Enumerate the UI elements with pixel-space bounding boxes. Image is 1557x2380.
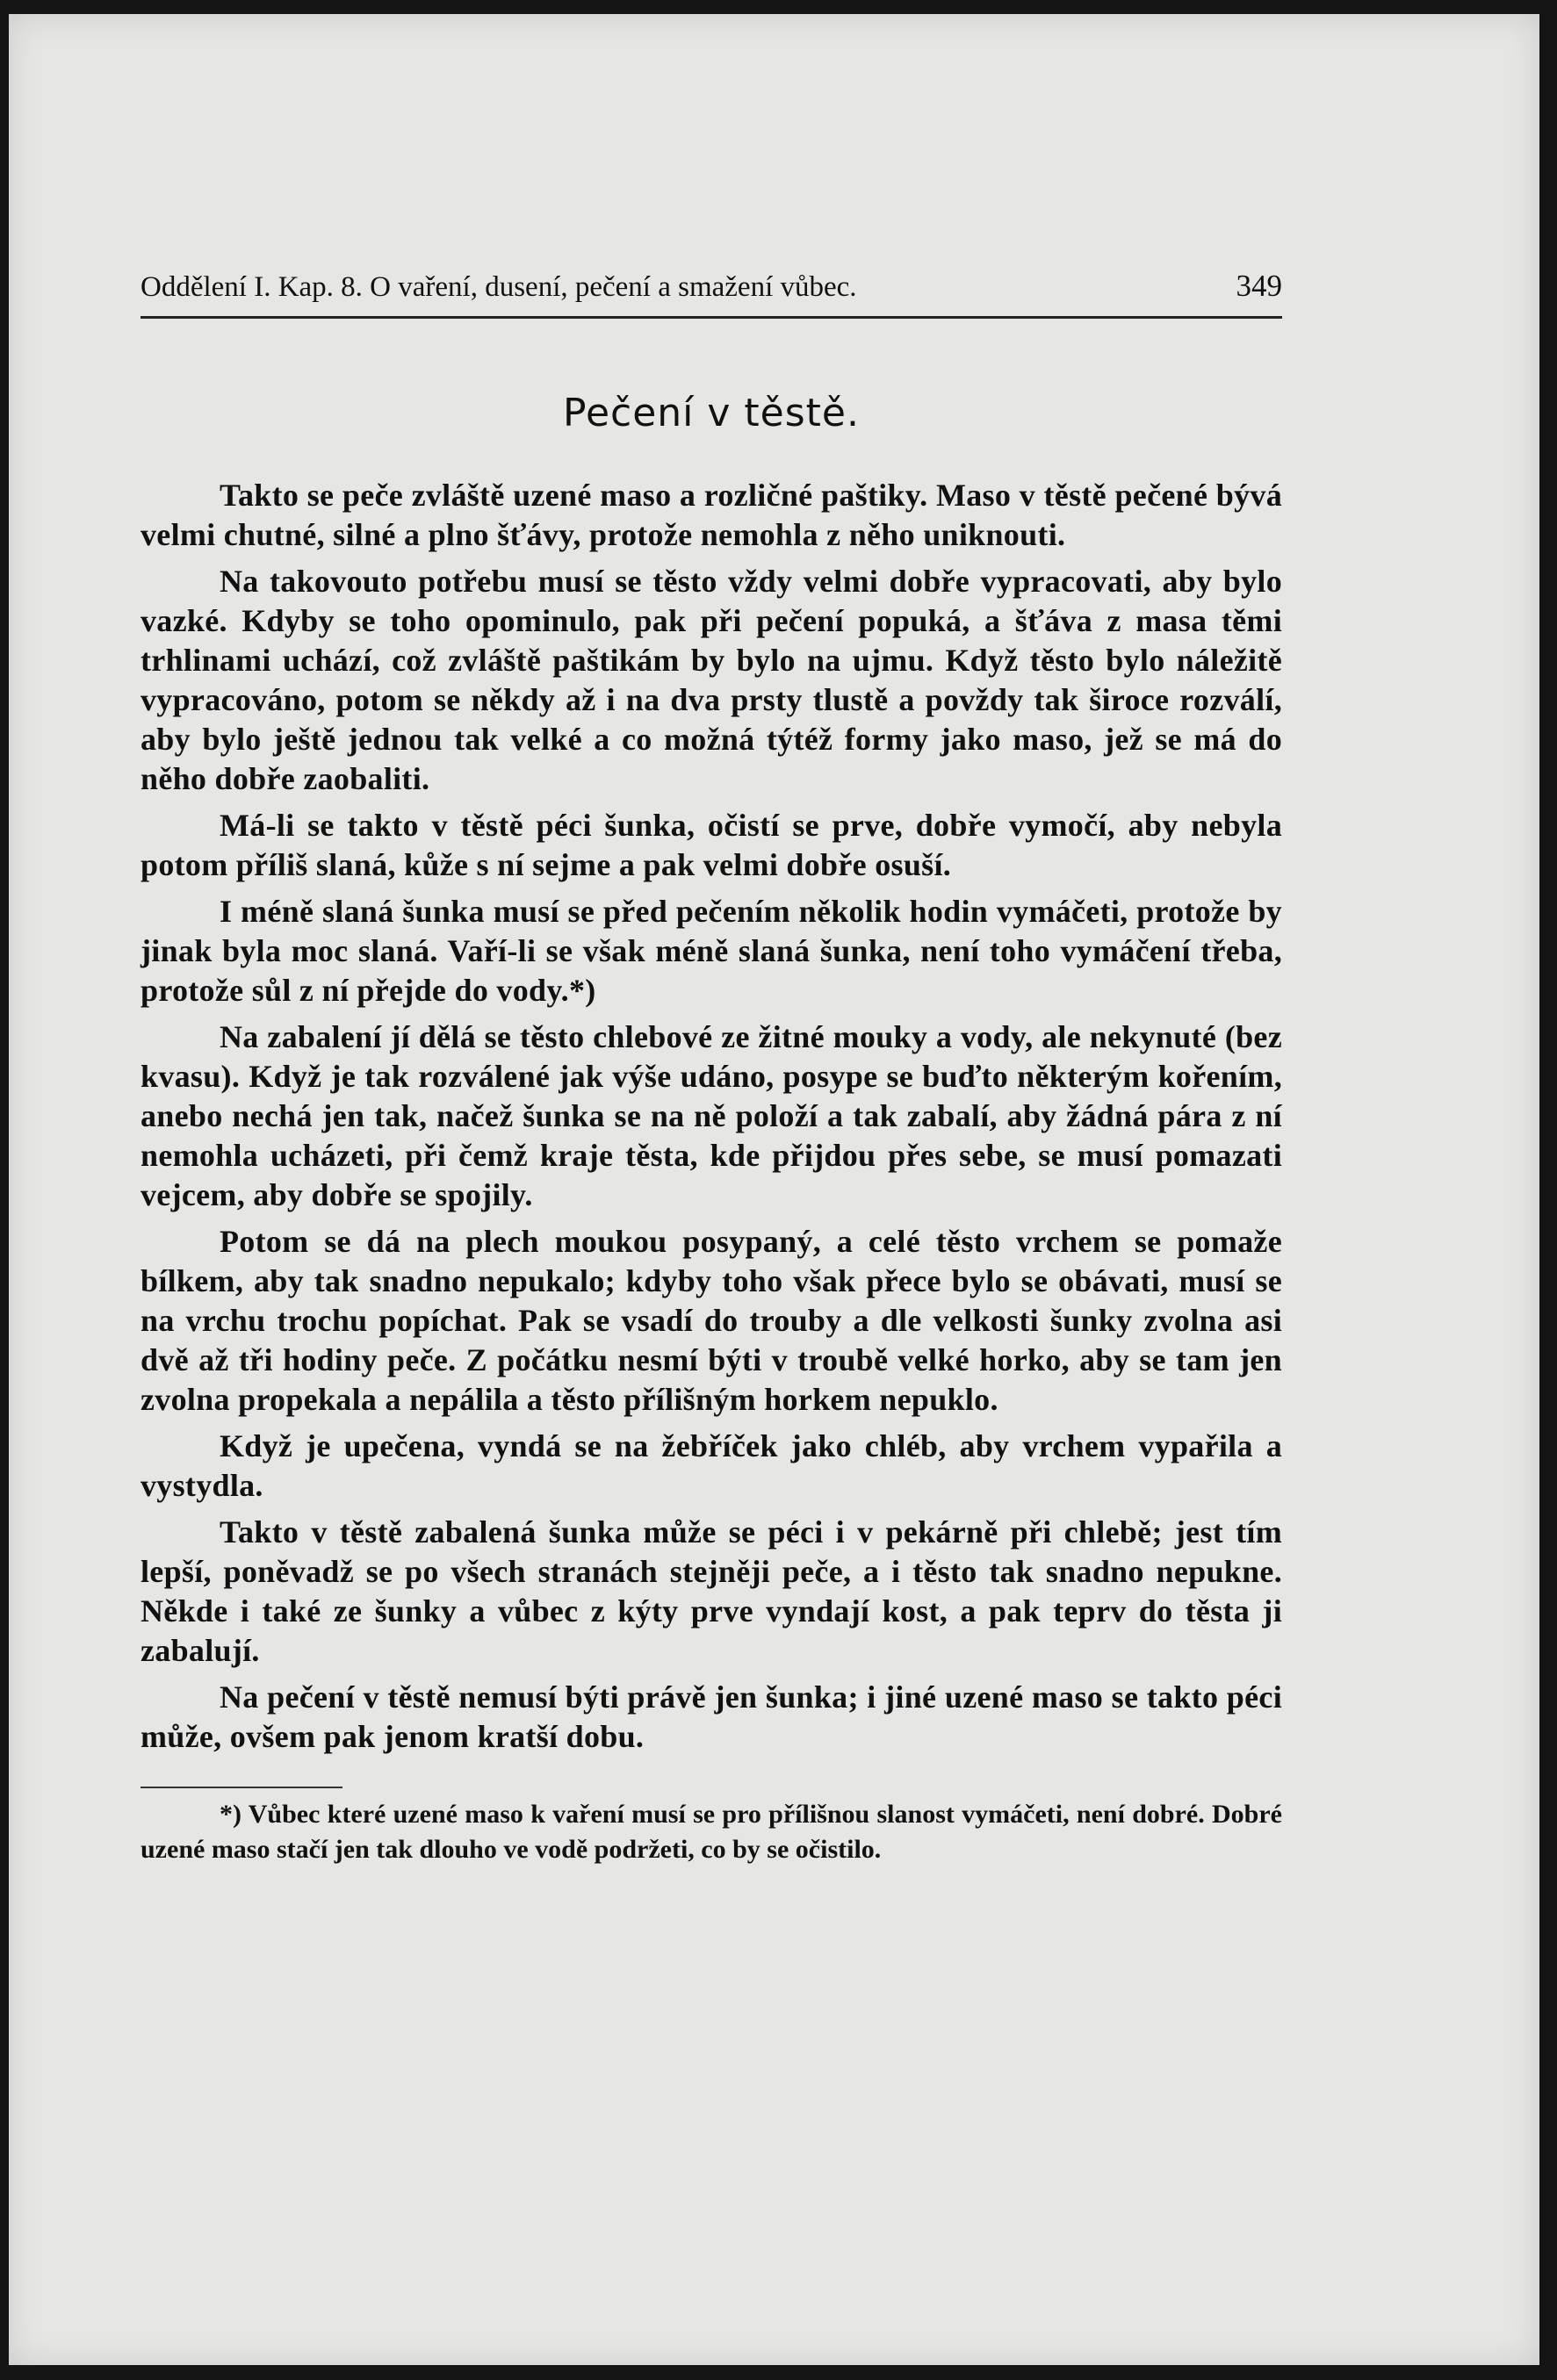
section-title: Pečení v těstě.	[563, 391, 860, 435]
paragraph-4: I méně slaná šunka musí se před pečením několik hodin vymáčeti, protože by jinak byla moc slaná. Vaří-li se však méně slaná šunka, není toho vymáčení třeba, protože sůl z ní přejde do vody.*)	[141, 894, 1282, 1008]
paragraph-8: Takto v těstě zabalená šunka může se péci i v pekárně při chlebě; jest tím lepší, poněvadž se po všech stranách stejněji peče, a i těsto tak snadno nepukne. Někde i také ze šunky a vůbec z kýty prve vyndají kost, a pak teprv do těsta ji zabalují.	[141, 1514, 1282, 1668]
footnote: *) Vůbec které uzené maso k vaření musí se pro přílišnou slanost vymáčeti, není dobré. Dobré uzené maso stačí jen tak dlouho ve vodě podržeti, co by se očistilo.	[141, 1800, 1282, 1864]
paragraph-6: Potom se dá na plech moukou posypaný, a celé těsto vrchem se pomaže bílkem, aby tak snadno nepukalo; kdyby toho však přece bylo se obávati, musí se na vrchu trochu popíchat. Pak se vsadí do trouby a dle velkosti šunky zvolna asi dvě až tři hodiny peče. Z počátku nesmí býti v troubě velké horko, aby se tam jen zvolna propekala a nepálila a těsto přílišným horkem nepuklo.	[141, 1224, 1282, 1417]
text-block	[141, 269, 1282, 1867]
running-title: Oddělení I. Kap. 8. O vaření, dusení, pečení a smažení vůbec.	[141, 271, 857, 303]
paragraph-3: Má-li se takto v těstě péci šunka, očistí se prve, dobře vymočí, aby nebyla potom příliš slaná, kůže s ní sejme a pak velmi dobře osuší.	[141, 808, 1282, 882]
paragraph-9: Na pečení v těstě nemusí býti právě jen šunka; i jiné uzené maso se takto péci může, ovšem pak jenom kratší dobu.	[141, 1679, 1282, 1754]
paragraph-7: Když je upečena, vyndá se na žebříček jako chléb, aby vrchem vypařila a vystydla.	[141, 1428, 1282, 1503]
page-number: 349	[1236, 269, 1282, 303]
running-header	[141, 269, 1282, 319]
paragraph-5: Na zabalení jí dělá se těsto chlebové ze žitné mouky a vody, ale nekynuté (bez kvasu). Když je tak rozválené jak výše udáno, posype se buďto některým kořením, anebo nechá jen tak, načež šunka se na ně položí a tak zabalí, aby žádná pára z ní nemohla ucházeti, při čemž kraje těsta, kde přijdou přes sebe, se musí pomazati vejcem, aby dobře se spojily.	[141, 1019, 1282, 1212]
footnote-divider	[141, 1787, 342, 1788]
paragraph-1: Takto se peče zvláště uzené maso a rozličné paštiky. Maso v těstě pečené bývá velmi chutné, silné a plno šťávy, protože nemohla z něho uniknouti.	[141, 478, 1282, 552]
paragraph-2: Na takovouto potřebu musí se těsto vždy velmi dobře vypracovati, aby bylo vazké. Kdyby se toho opominulo, pak při pečení popuká, a šťáva z masa těmi trhlinami uchází, což zvláště paštikám by bylo na ujmu. Když těsto bylo náležitě vypracováno, potom se někdy až i na dva prsty tlustě a povždy tak široce rozválí, aby bylo ještě jednou tak velké a co možná týtéž formy jako maso, jež se má do něho dobře zaobaliti.	[141, 564, 1282, 796]
book-page	[9, 14, 1539, 2365]
